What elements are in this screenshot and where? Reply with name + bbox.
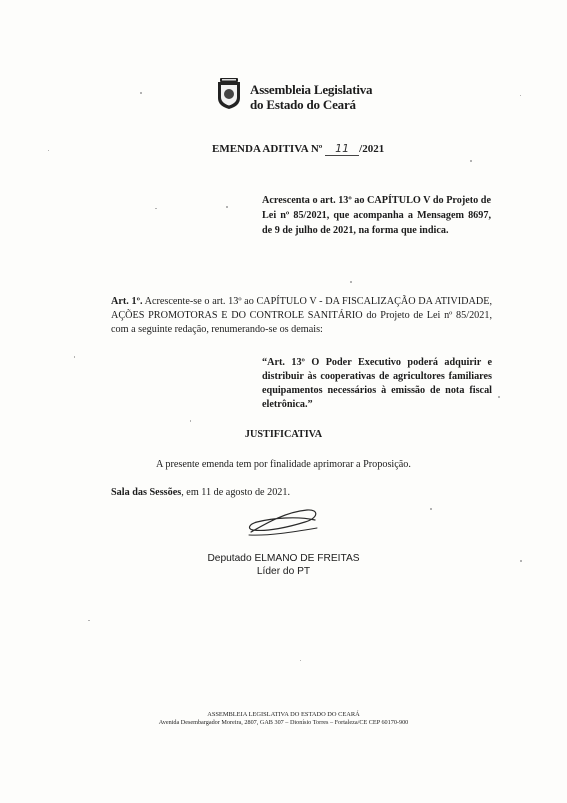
- institution-line-2: do Estado do Ceará: [250, 97, 356, 112]
- signatory-role: Líder do PT: [256, 566, 311, 577]
- letterhead: [216, 72, 416, 118]
- amendment-number: 11: [325, 142, 359, 156]
- institution-line-1: Assembleia Legislativa: [250, 82, 373, 97]
- amendment-title: [212, 142, 384, 156]
- handwritten-signature: [245, 502, 323, 540]
- session-date-line: [111, 487, 290, 498]
- article-1: [111, 295, 492, 337]
- proposed-article-text: “Art. 13º O Poder Executivo poderá adquirir e distribuir às cooperativas de agricultores familiares equipamentos necessários à emissão de nota fiscal eletrônica.”: [262, 357, 492, 410]
- article-1-label: Art. 1º.: [111, 296, 143, 307]
- justification-heading: JUSTIFICATIVA: [244, 429, 323, 440]
- signatory-name: Deputado ELMANO DE FREITAS: [207, 553, 360, 564]
- footer-address: Avenida Desembargador Moreira, 2807, GAB 307 – Dionísio Torres – Fortaleza/CE CEP 60170-900: [158, 719, 409, 726]
- session-date: , em 11 de agosto de 2021.: [181, 487, 291, 498]
- session-hall-label: Sala das Sessões: [111, 487, 182, 498]
- amendment-title-prefix: EMENDA ADITIVA Nº: [212, 143, 323, 155]
- amendment-year: /2021: [359, 143, 385, 155]
- footer-institution: ASSEMBLEIA LEGISLATIVA DO ESTADO DO CEARÁ: [207, 711, 360, 718]
- amendment-summary: Acrescenta o art. 13º ao CAPÍTULO V do Projeto de Lei nº 85/2021, que acompanha a Mensagem 8697, de 9 de julho de 2021, na forma que indica.: [262, 195, 491, 236]
- ceara-assembly-seal-icon: [216, 78, 242, 110]
- institution-name: [250, 82, 372, 112]
- article-1-text: Acrescente-se o art. 13º ao CAPÍTULO V - DA FISCALIZAÇÃO DA ATIVIDADE, AÇÕES PROMOTORAS E DO CONTROLE SANITÁRIO do Projeto de Lei nº 85/2021, com a seguinte redação, renumerando-se os demais:: [111, 296, 493, 335]
- justification-text: A presente emenda tem por finalidade aprimorar a Proposição.: [156, 459, 411, 470]
